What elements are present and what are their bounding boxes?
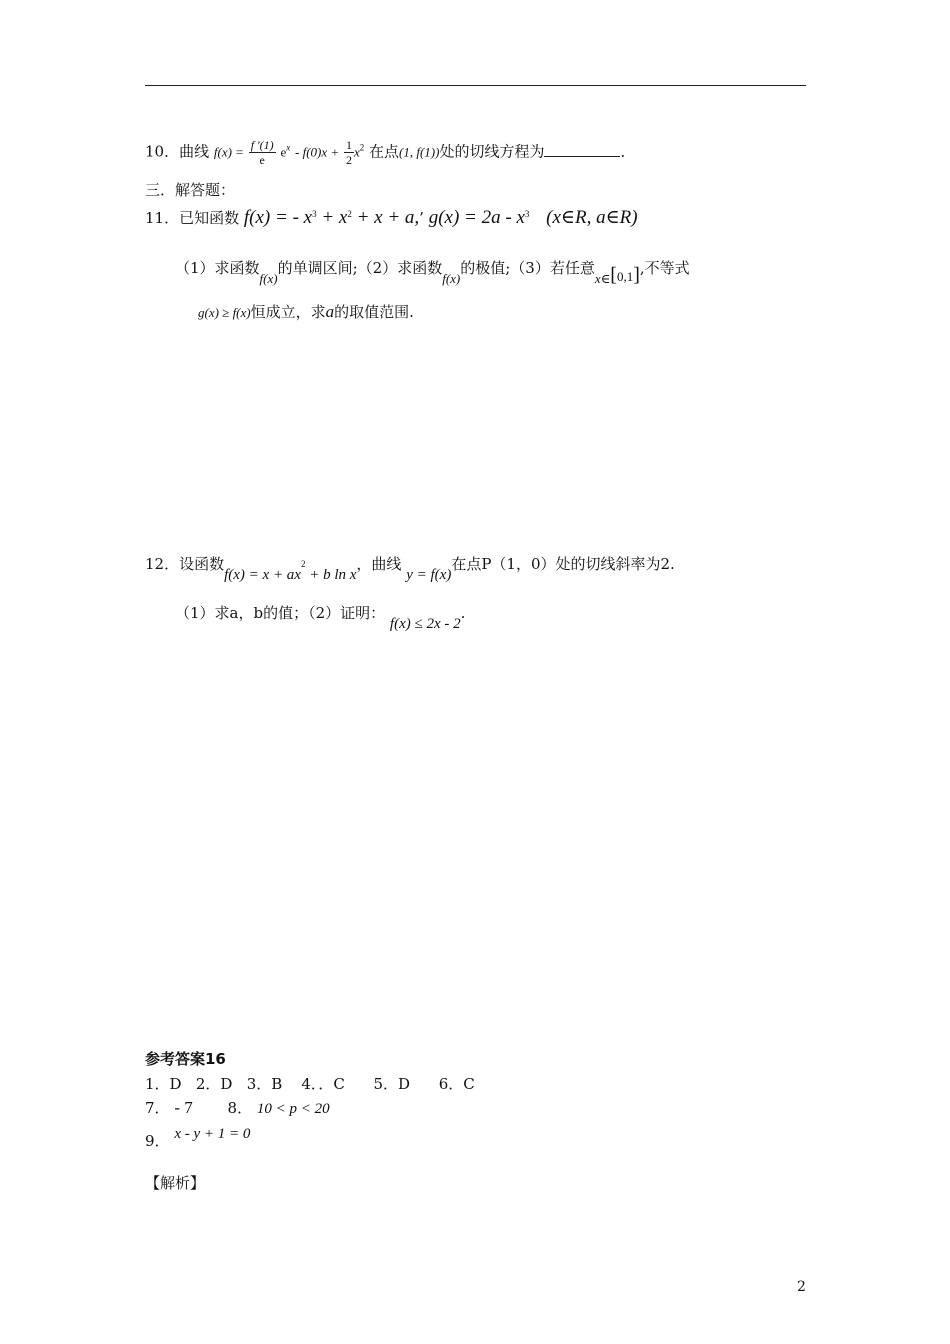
q12-label: 12．设函数 [145,555,225,573]
q11-part2: 的单调区间;（2）求函数 [277,259,443,277]
section-3-heading: 三．解答题： [145,181,236,199]
q10-half-num: 1 [345,138,352,152]
q10-x2-base: x [353,144,360,160]
q10-text-end: 处的切线方程为 [439,142,545,161]
q10-fraction-num: f ′(1) [250,138,274,152]
q11-domain: (x∈R, a∈R) [546,207,638,228]
q12-f-def: f(x) = x + ax [224,567,301,583]
q11-fx1: f(x) [259,271,278,286]
q11-f-def: f(x) = - x [243,207,313,228]
q10-x2-power: 2 [359,142,365,153]
q10-exp-base: e [280,144,287,160]
q11-g-def: g(x) = 2a - x [423,207,525,228]
answer-8-label: 8． [227,1099,253,1117]
q12-part1: （1）求a，b的值；（2）证明： [175,604,386,622]
q11-part5: 恒成立，求 [250,303,326,321]
q11-label: 11．已知函数 [145,209,240,227]
q12-f-exp: 2 [300,559,306,569]
q11-f-exp2: 2 [347,209,352,219]
answers-line-3 [145,1122,251,1150]
q10-exp-power: x [286,142,291,153]
q10-half [344,138,354,167]
q11-inequality: g(x) ≥ f(x) [198,305,251,320]
q12-inequality: f(x) ≤ 2x - 2 [389,616,461,632]
q11-f-mid: + x [316,207,348,228]
q11-parts [175,256,690,286]
q11-left-bracket: [ [610,264,617,286]
q12-text: 在点P（1，0）处的切线斜率为2. [451,555,675,573]
q10-text-point: 在点 [369,142,400,161]
q11-part1: （1）求函数 [175,259,260,277]
q11-part4: ,不等式 [639,259,690,277]
q12-comma: ，曲线 [356,555,402,573]
q11-x-in: x∈ [594,271,611,286]
q10-fraction-den: e [259,153,265,167]
q11-f-exp1: 3 [312,209,317,219]
q11-g-exp: 3 [524,209,530,219]
analysis-heading: 【解析】 [145,1174,206,1192]
question-10 [145,138,636,167]
q10-f-lhs: f(x) = [213,144,244,160]
answer-9: x - y + 1 = 0 [174,1126,251,1142]
answer-8: 10 < p < 20 [256,1101,330,1117]
q11-a-variable: a [325,302,335,321]
q12-parts [175,602,466,632]
q10-half-den: 2 [345,153,352,167]
page-number: 2 [797,1279,806,1295]
q11-fx2: f(x) [442,271,461,286]
q11-part3: 的极值;（3）若任意 [460,259,595,277]
header-rule [145,85,806,86]
question-12 [145,553,675,583]
q12-dot: . [460,604,466,622]
q11-f-tail: + x + a, [351,207,420,228]
answer-7-label: 7． [145,1099,170,1117]
q10-minus-f0x: - f(0)x + [295,144,340,160]
answer-7: - 7 [174,1098,193,1117]
q12-curve: y = f(x) [406,567,452,583]
answers-line-1: 1．D 2．D 3．B 4．．C 5．D 6．C [145,1075,475,1093]
answers-line-2 [145,1097,330,1118]
q10-period: ． [620,142,636,161]
q10-answer-blank [544,144,620,157]
answer-9-label: 9． [145,1132,170,1150]
q11-sep: ’ [419,209,424,227]
q11-right-bracket: ] [633,264,640,286]
q10-label: 10．曲线 [145,142,210,161]
q12-f-tail: + b ln x [305,567,357,583]
answers-title: 参考答案16 [145,1050,226,1068]
q10-point: (1, f(1)) [399,144,440,160]
q10-fraction [249,138,276,167]
q11-part6: 的取值范围. [334,303,414,321]
q11-interval: 0,1 [616,269,634,284]
q11-part3-line2 [198,301,414,322]
question-11 [145,206,638,229]
